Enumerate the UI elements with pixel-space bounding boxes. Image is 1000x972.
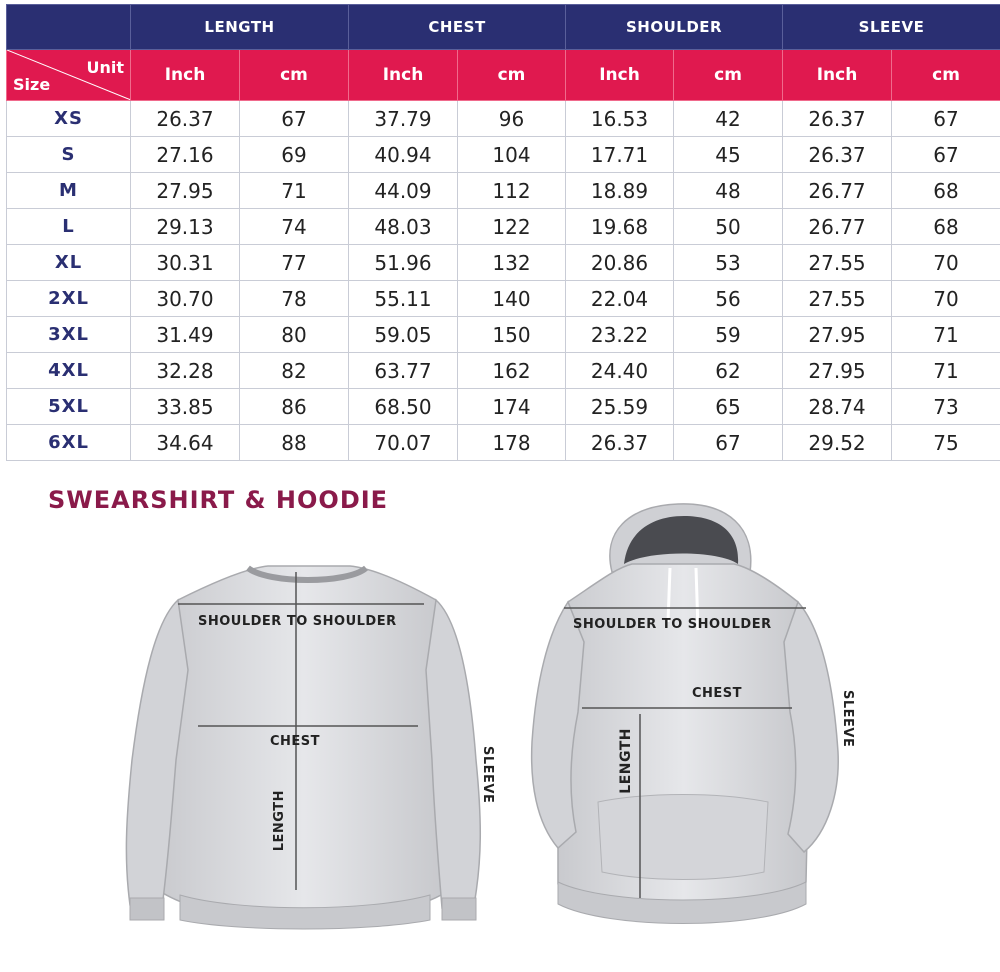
value-cell: 16.53: [566, 101, 674, 137]
hoodie-length-label: LENGTH: [618, 728, 634, 794]
unit-header: cm: [892, 50, 1000, 101]
value-cell: 62: [674, 353, 783, 389]
section-title: SWEARSHIRT & HOODIE: [48, 486, 389, 514]
value-cell: 68.50: [349, 389, 458, 425]
value-cell: 26.37: [783, 101, 892, 137]
value-cell: 27.55: [783, 245, 892, 281]
value-cell: 122: [458, 209, 566, 245]
size-cell: 3XL: [7, 317, 131, 353]
value-cell: 74: [240, 209, 349, 245]
value-cell: 73: [892, 389, 1000, 425]
value-cell: 24.40: [566, 353, 674, 389]
table-row: [7, 245, 1000, 281]
value-cell: 112: [458, 173, 566, 209]
value-cell: 51.96: [349, 245, 458, 281]
value-cell: 67: [892, 137, 1000, 173]
corner-unit-label: Unit: [86, 58, 124, 77]
value-cell: 132: [458, 245, 566, 281]
value-cell: 86: [240, 389, 349, 425]
value-cell: 34.64: [131, 425, 240, 461]
group-length: LENGTH: [131, 5, 349, 50]
value-cell: 77: [240, 245, 349, 281]
table-row: [7, 137, 1000, 173]
value-cell: 68: [892, 173, 1000, 209]
value-cell: 56: [674, 281, 783, 317]
value-cell: 59.05: [349, 317, 458, 353]
value-cell: 22.04: [566, 281, 674, 317]
table-row: [7, 101, 1000, 137]
value-cell: 71: [240, 173, 349, 209]
size-cell: M: [7, 173, 131, 209]
sweatshirt-chest-label: CHEST: [270, 734, 321, 749]
table-row: [7, 173, 1000, 209]
size-table: [6, 4, 1000, 461]
size-cell: 2XL: [7, 281, 131, 317]
table-row: [7, 317, 1000, 353]
size-cell: S: [7, 137, 131, 173]
table-row: [7, 425, 1000, 461]
table-row: [7, 389, 1000, 425]
sweatshirt-shoulder-label: SHOULDER TO SHOULDER: [198, 614, 397, 629]
size-cell: 6XL: [7, 425, 131, 461]
value-cell: 30.31: [131, 245, 240, 281]
value-cell: 26.77: [783, 209, 892, 245]
value-cell: 70: [892, 281, 1000, 317]
size-table-body: [7, 101, 1000, 461]
value-cell: 67: [892, 101, 1000, 137]
value-cell: 17.71: [566, 137, 674, 173]
value-cell: 104: [458, 137, 566, 173]
value-cell: 75: [892, 425, 1000, 461]
unit-header-row: [7, 50, 1000, 101]
group-header-row: [7, 5, 1000, 50]
value-cell: 19.68: [566, 209, 674, 245]
unit-header: cm: [240, 50, 349, 101]
group-chest: CHEST: [349, 5, 566, 50]
header-blank: [7, 5, 131, 50]
table-row: [7, 281, 1000, 317]
value-cell: 32.28: [131, 353, 240, 389]
value-cell: 27.16: [131, 137, 240, 173]
value-cell: 71: [892, 353, 1000, 389]
value-cell: 45: [674, 137, 783, 173]
value-cell: 67: [674, 425, 783, 461]
value-cell: 27.55: [783, 281, 892, 317]
corner-size-label: Size: [13, 75, 51, 94]
unit-header: cm: [458, 50, 566, 101]
size-chart: [6, 4, 1000, 461]
value-cell: 40.94: [349, 137, 458, 173]
table-row: [7, 209, 1000, 245]
value-cell: 28.74: [783, 389, 892, 425]
value-cell: 162: [458, 353, 566, 389]
sweatshirt-sleeve-label: SLEEVE: [480, 746, 495, 804]
value-cell: 96: [458, 101, 566, 137]
value-cell: 82: [240, 353, 349, 389]
unit-header: Inch: [131, 50, 240, 101]
sweatshirt-length-label: LENGTH: [272, 790, 287, 852]
hoodie-shoulder-label: SHOULDER TO SHOULDER: [573, 617, 772, 632]
unit-header: Inch: [783, 50, 892, 101]
value-cell: 59: [674, 317, 783, 353]
unit-header: Inch: [349, 50, 458, 101]
hoodie-chest-label: CHEST: [692, 686, 743, 701]
value-cell: 23.22: [566, 317, 674, 353]
value-cell: 25.59: [566, 389, 674, 425]
value-cell: 70: [892, 245, 1000, 281]
hoodie-illustration: [528, 502, 844, 936]
value-cell: 33.85: [131, 389, 240, 425]
value-cell: 69: [240, 137, 349, 173]
value-cell: 37.79: [349, 101, 458, 137]
group-sleeve: SLEEVE: [783, 5, 1000, 50]
value-cell: 31.49: [131, 317, 240, 353]
group-shoulder: SHOULDER: [566, 5, 783, 50]
unit-header: Inch: [566, 50, 674, 101]
value-cell: 26.37: [566, 425, 674, 461]
value-cell: 30.70: [131, 281, 240, 317]
value-cell: 27.95: [783, 317, 892, 353]
value-cell: 63.77: [349, 353, 458, 389]
value-cell: 26.37: [131, 101, 240, 137]
value-cell: 174: [458, 389, 566, 425]
value-cell: 55.11: [349, 281, 458, 317]
value-cell: 78: [240, 281, 349, 317]
value-cell: 20.86: [566, 245, 674, 281]
value-cell: 44.09: [349, 173, 458, 209]
value-cell: 26.37: [783, 137, 892, 173]
size-cell: 4XL: [7, 353, 131, 389]
corner-cell: [7, 50, 131, 101]
value-cell: 48.03: [349, 209, 458, 245]
value-cell: 48: [674, 173, 783, 209]
value-cell: 26.77: [783, 173, 892, 209]
value-cell: 27.95: [131, 173, 240, 209]
value-cell: 50: [674, 209, 783, 245]
value-cell: 70.07: [349, 425, 458, 461]
value-cell: 29.13: [131, 209, 240, 245]
value-cell: 150: [458, 317, 566, 353]
value-cell: 29.52: [783, 425, 892, 461]
value-cell: 71: [892, 317, 1000, 353]
value-cell: 65: [674, 389, 783, 425]
unit-header: cm: [674, 50, 783, 101]
size-cell: XS: [7, 101, 131, 137]
value-cell: 53: [674, 245, 783, 281]
value-cell: 67: [240, 101, 349, 137]
value-cell: 140: [458, 281, 566, 317]
value-cell: 178: [458, 425, 566, 461]
size-cell: 5XL: [7, 389, 131, 425]
table-row: [7, 353, 1000, 389]
hoodie-sleeve-label: SLEEVE: [840, 690, 855, 748]
value-cell: 18.89: [566, 173, 674, 209]
size-cell: XL: [7, 245, 131, 281]
value-cell: 42: [674, 101, 783, 137]
size-cell: L: [7, 209, 131, 245]
value-cell: 68: [892, 209, 1000, 245]
value-cell: 80: [240, 317, 349, 353]
value-cell: 27.95: [783, 353, 892, 389]
value-cell: 88: [240, 425, 349, 461]
